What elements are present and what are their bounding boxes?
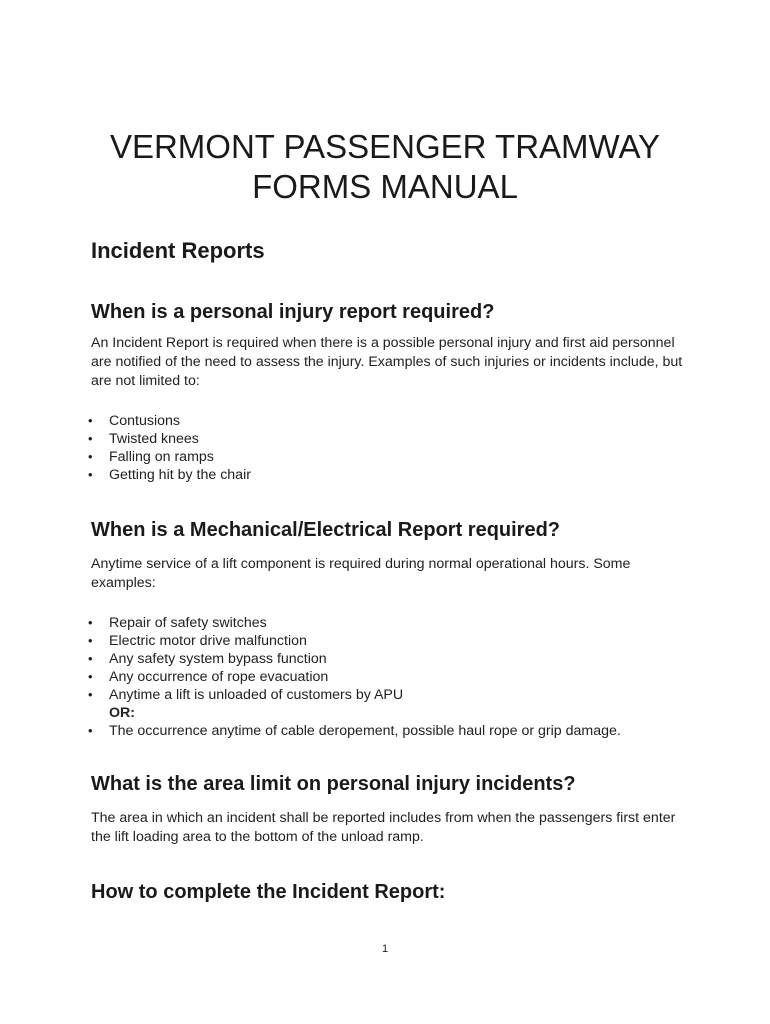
title-line-1: VERMONT PASSENGER TRAMWAY: [109, 128, 661, 165]
list-item: [88, 668, 621, 686]
list-item: [88, 722, 621, 740]
bullet-icon: •: [88, 633, 93, 648]
mechanical-electrical-heading: When is a Mechanical/Electrical Report required?: [91, 519, 561, 541]
mechanical-electrical-paragraph: Anytime service of a lift component is required during normal operational hours. Some examples:: [91, 556, 631, 591]
list-item-text: Anytime a lift is unloaded of customers by APU: [109, 687, 404, 703]
bullet-icon: •: [88, 413, 93, 428]
list-item-text: Any occurrence of rope evacuation: [109, 669, 329, 685]
personal-injury-list: [88, 412, 251, 484]
bullet-icon: •: [88, 449, 93, 464]
or-label: OR:: [109, 705, 136, 721]
list-item: [88, 650, 621, 668]
list-item: [88, 412, 251, 430]
list-item: [88, 686, 621, 704]
bullet-icon: •: [88, 687, 93, 702]
bullet-icon: •: [88, 431, 93, 446]
area-limit-paragraph: The area in which an incident shall be reported includes from when the passengers first enter the lift loading area to the bottom of the unload ramp.: [91, 810, 676, 845]
mechanical-electrical-list: [88, 614, 621, 740]
personal-injury-paragraph: An Incident Report is required when there is a possible personal injury and first aid personnel are notified of the need to assess the injury. Examples of such injuries or incidents include, but are not limited to:: [91, 335, 683, 389]
list-item-text: Any safety system bypass function: [109, 651, 327, 667]
list-item-text: The occurrence anytime of cable deropement, possible haul rope or grip damage.: [109, 723, 621, 739]
list-item-text: Getting hit by the chair: [109, 467, 251, 483]
complete-report-heading: How to complete the Incident Report:: [91, 881, 446, 903]
title-line-2: FORMS MANUAL: [252, 168, 518, 205]
list-item-text: Falling on ramps: [109, 449, 214, 465]
page-number: 1: [381, 943, 389, 955]
bullet-icon: •: [88, 615, 93, 630]
bullet-icon: •: [88, 669, 93, 684]
document-title: [0, 127, 770, 207]
bullet-icon: •: [88, 651, 93, 666]
list-item-text: Repair of safety switches: [109, 615, 267, 631]
list-item: [88, 632, 621, 650]
list-item: [88, 430, 251, 448]
list-item: [88, 466, 251, 484]
list-item-text: Electric motor drive malfunction: [109, 633, 307, 649]
list-item: [88, 448, 251, 466]
bullet-icon: •: [88, 723, 93, 738]
list-item-text: Contusions: [109, 413, 180, 429]
bullet-icon: •: [88, 467, 93, 482]
section-heading: Incident Reports: [91, 238, 265, 263]
list-item: [88, 614, 621, 632]
list-item-text: Twisted knees: [109, 431, 199, 447]
area-limit-heading: What is the area limit on personal injury incidents?: [91, 773, 576, 795]
personal-injury-heading: When is a personal injury report required?: [91, 301, 495, 323]
